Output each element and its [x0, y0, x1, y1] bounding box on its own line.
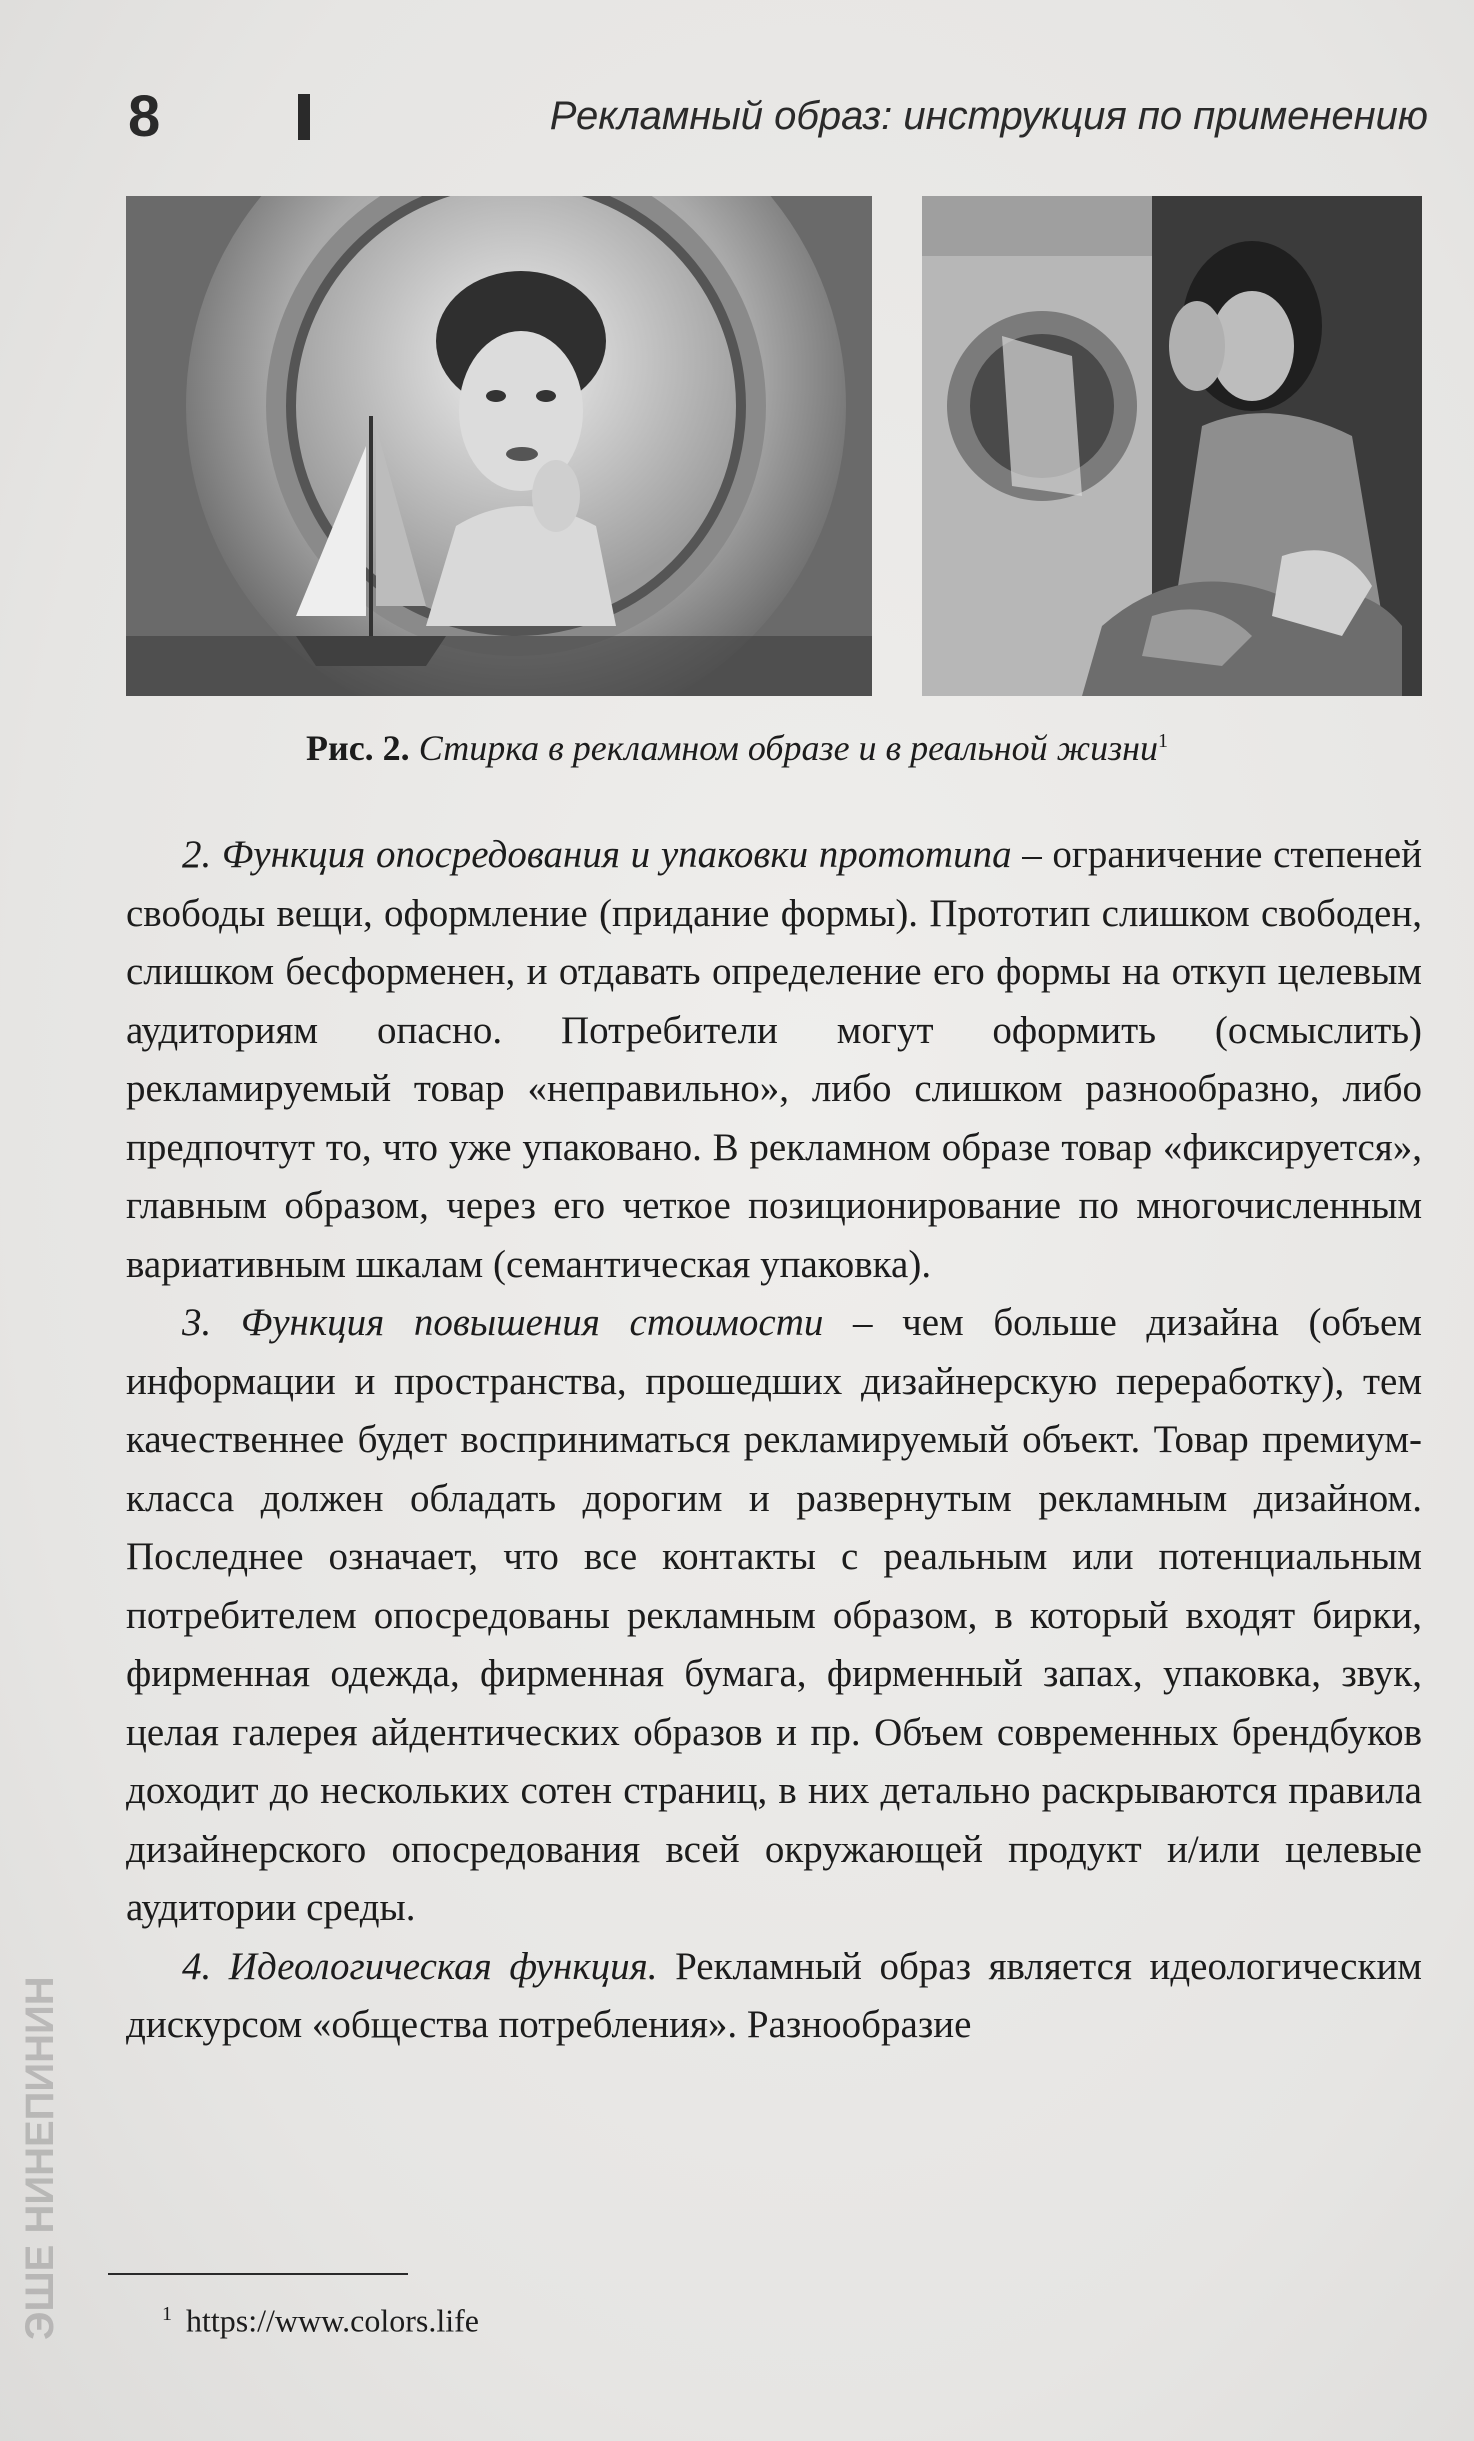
footnote	[162, 2292, 479, 2343]
page-header	[128, 82, 1428, 162]
paragraph-text: – чем больше дизайна (объем информации и пространства, прошедших дизайнерскую переработку), тем качественнее будет восприниматься рекламируемый объект. Товар премиум-класса должен обладать дорогим и развернутым рекламным дизайном. Последнее означает, что все контакты с реальным или потенциальным потребителем опосредованы рекламным образом, в который входят бирки, фирменная одежда, фирменная бумага, фирменный запах, упаковка, звук, целая галерея айдентических образов и пр. Объем современных брендбуков доходит до нескольких сотен страниц, в них детально раскрываются правила дизайнерского опосредования всей окружающей продукт и/или целевые аудитории среды.	[126, 1301, 1422, 1929]
page-number: 8	[128, 84, 161, 149]
footnote-reference: 1	[1158, 730, 1169, 752]
figure-label: Рис. 2.	[305, 728, 410, 768]
paragraph-function-2	[126, 826, 1422, 1294]
paragraph-text: Рекламный образ является идеологическим дискурсом «общества потребления». Разнообразие	[126, 1944, 1422, 2046]
footnote-link: https://www.colors.life	[186, 2302, 479, 2339]
paragraph-term: 4. Идеологическая функция.	[182, 1944, 658, 1988]
paragraph-function-3	[126, 1294, 1422, 1938]
paragraph-text: – ограничение степеней свободы вещи, оформление (придание формы). Прототип слишком свободен, слишком бесформенен, и отдавать определение его формы на откуп целевым аудиториям опасно. Потребители могут оформить (осмыслить) рекламируемый товар «неправильно», либо слишком разнообразно, либо предпочтут то, что уже упаковано. В рекламном образе товар «фиксируется», главным образом, через его четкое позиционирование по многочисленным вариативным шкалам (семантическая упаковка).	[126, 833, 1423, 1286]
running-title: Рекламный образ: инструкция по применению	[549, 94, 1428, 138]
footnote-number: 1	[162, 2303, 172, 2325]
paragraph-term: 2. Функция опосредования и упаковки прототипа	[182, 833, 1012, 876]
paragraph-function-4	[126, 1938, 1422, 2055]
body-text	[126, 826, 1422, 2055]
photo-real-washing	[922, 196, 1422, 696]
footnote-rule	[108, 2273, 408, 2275]
paragraph-term: 3. Функция повышения стоимости	[182, 1301, 824, 1344]
edge-mark-text: ЭШЕ НИНЕПИНИН	[18, 1976, 62, 2340]
photo-ad-washing	[126, 196, 872, 696]
figure-caption	[0, 718, 1474, 771]
figure-caption-text: Стирка в рекламном образе и в реальной жизни	[418, 728, 1159, 768]
header-divider	[298, 94, 310, 140]
bleed-through-edge-text	[18, 1960, 68, 2340]
